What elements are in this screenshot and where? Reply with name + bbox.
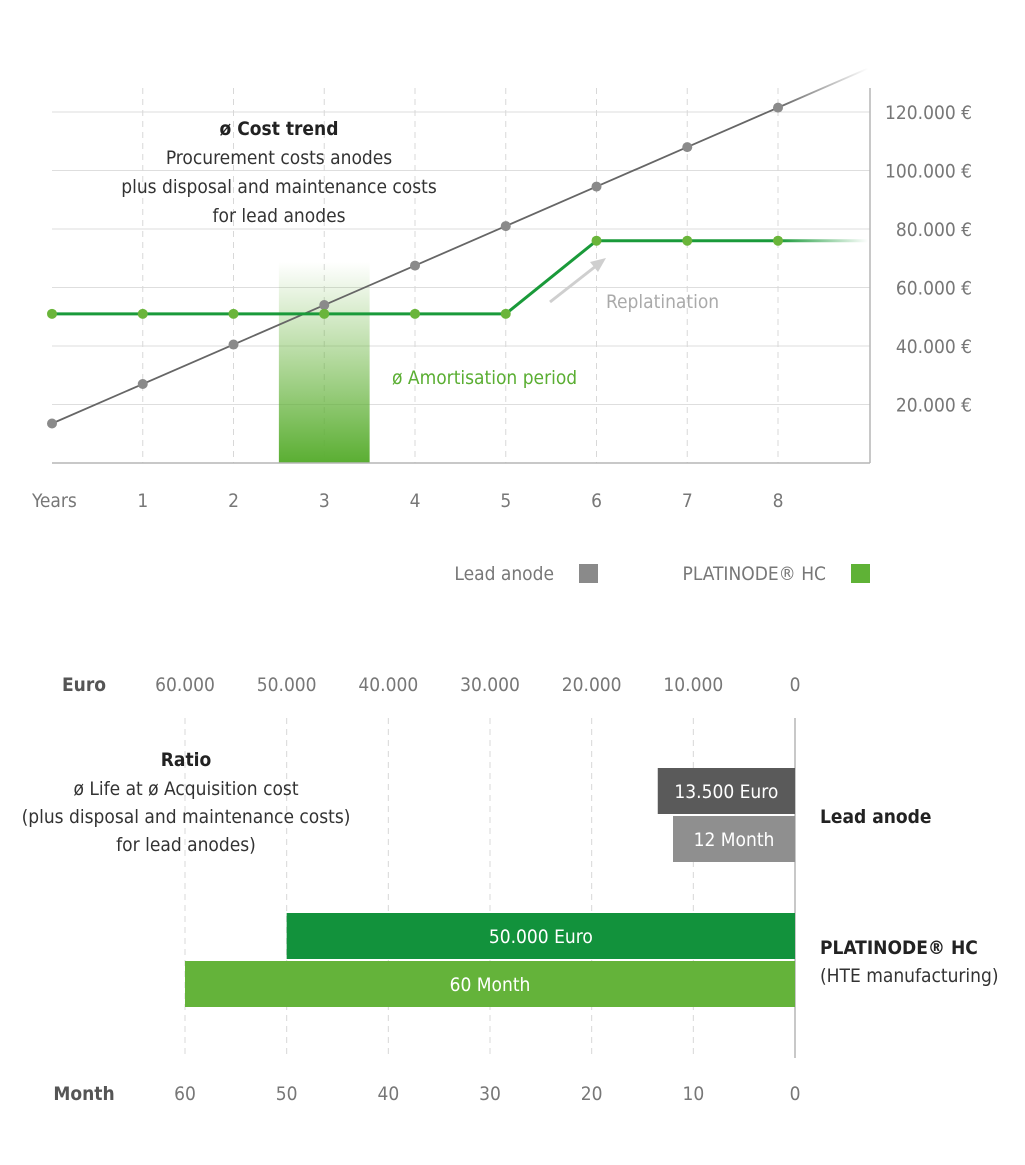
group-lead-anode-label: Lead anode: [820, 806, 932, 828]
euro-tick-label: 40.000: [358, 674, 419, 696]
data-point: [138, 309, 148, 319]
y-tick-label: 100.000 €: [885, 160, 972, 183]
ratio-title: Ratio: [160, 749, 212, 771]
x-tick-label: 4: [409, 490, 421, 512]
chart-subtitle-line-1: Procurement costs anodes: [165, 147, 393, 169]
x-tick-label: 3: [318, 490, 330, 512]
y-tick-label: 40.000 €: [895, 336, 972, 358]
data-point: [592, 236, 602, 246]
group-platinode-label: PLATINODE® HC: [820, 937, 978, 959]
data-point: [592, 182, 602, 192]
data-point: [319, 300, 329, 310]
euro-tick-labels: [155, 674, 800, 696]
data-point: [138, 379, 148, 389]
data-point: [501, 309, 511, 319]
y-tick-labels: [885, 102, 972, 417]
euro-tick-label: 0: [789, 674, 801, 696]
x-tick-label: 5: [500, 490, 512, 512]
month-tick-label: 20: [580, 1083, 603, 1105]
bar-label: 13.500 Euro: [674, 781, 779, 803]
ratio-line-3: for lead anodes): [116, 834, 256, 856]
data-point: [319, 309, 329, 319]
data-point: [773, 236, 783, 246]
data-point: [229, 340, 239, 350]
x-tick-label: 2: [228, 490, 239, 512]
series-line-extension: [778, 68, 868, 107]
month-tick-label: 10: [682, 1083, 705, 1105]
euro-tick-label: 30.000: [460, 674, 520, 696]
month-tick-label: 0: [789, 1083, 801, 1105]
legend-lead-anode-swatch: [579, 564, 598, 583]
y-tick-label: 120.000 €: [885, 102, 972, 124]
legend-lead-anode-label: Lead anode: [454, 563, 554, 585]
chart-subtitle-line-2: plus disposal and maintenance costs: [121, 176, 437, 198]
y-tick-label: 60.000 €: [895, 277, 972, 300]
y-tick-label: 20.000 €: [895, 394, 972, 417]
x-tick-label: 1: [137, 490, 149, 512]
group-platinode-sublabel: (HTE manufacturing): [820, 965, 999, 987]
bar-label: 12 Month: [693, 829, 775, 851]
data-point: [47, 419, 57, 429]
x-tick-labels: [137, 490, 783, 512]
ratio-line-2: (plus disposal and maintenance costs): [21, 806, 351, 828]
data-point: [229, 309, 239, 319]
series-platinode-hc: [47, 236, 868, 319]
euro-tick-label: 20.000: [561, 674, 622, 696]
ratio-line-1: ø Life at ø Acquisition cost: [73, 778, 299, 800]
data-point: [410, 309, 420, 319]
x-tick-label: 7: [681, 490, 693, 512]
x-axis-label: Years: [32, 490, 77, 512]
data-point: [773, 103, 783, 113]
euro-axis-label: Euro: [61, 674, 107, 696]
euro-tick-label: 50.000: [256, 674, 317, 696]
data-point: [682, 236, 692, 246]
legend-platinode-label: PLATINODE® HC: [682, 563, 826, 585]
x-gridlines: [143, 88, 778, 463]
month-axis-label: Month: [53, 1083, 115, 1105]
x-tick-label: 6: [591, 490, 602, 512]
legend-platinode-swatch: [851, 564, 870, 583]
data-point: [47, 309, 57, 319]
month-tick-label: 40: [377, 1083, 400, 1105]
chart-subtitle-line-3: for lead anodes: [212, 205, 346, 227]
amortisation-label: ø Amortisation period: [392, 367, 578, 389]
bar-label: 60 Month: [449, 974, 531, 996]
month-tick-label: 30: [479, 1083, 501, 1105]
bar-label: 50.000 Euro: [488, 926, 593, 948]
data-point: [682, 142, 692, 152]
euro-tick-label: 60.000: [155, 674, 215, 696]
cost-trend-chart: [31, 68, 972, 585]
euro-tick-label: 10.000: [663, 674, 724, 696]
replatination-label: Replatination: [606, 291, 720, 313]
data-point: [410, 261, 420, 271]
chart-title: ø Cost trend: [219, 118, 339, 140]
data-point: [501, 221, 511, 231]
ratio-bar-chart: [22, 674, 999, 1105]
month-tick-label: 50: [275, 1083, 298, 1105]
y-tick-label: 80.000 €: [895, 219, 972, 241]
month-tick-labels: [174, 1083, 800, 1105]
replatination-arrow: [550, 258, 606, 302]
x-tick-label: 8: [772, 490, 784, 512]
month-tick-label: 60: [174, 1083, 196, 1105]
